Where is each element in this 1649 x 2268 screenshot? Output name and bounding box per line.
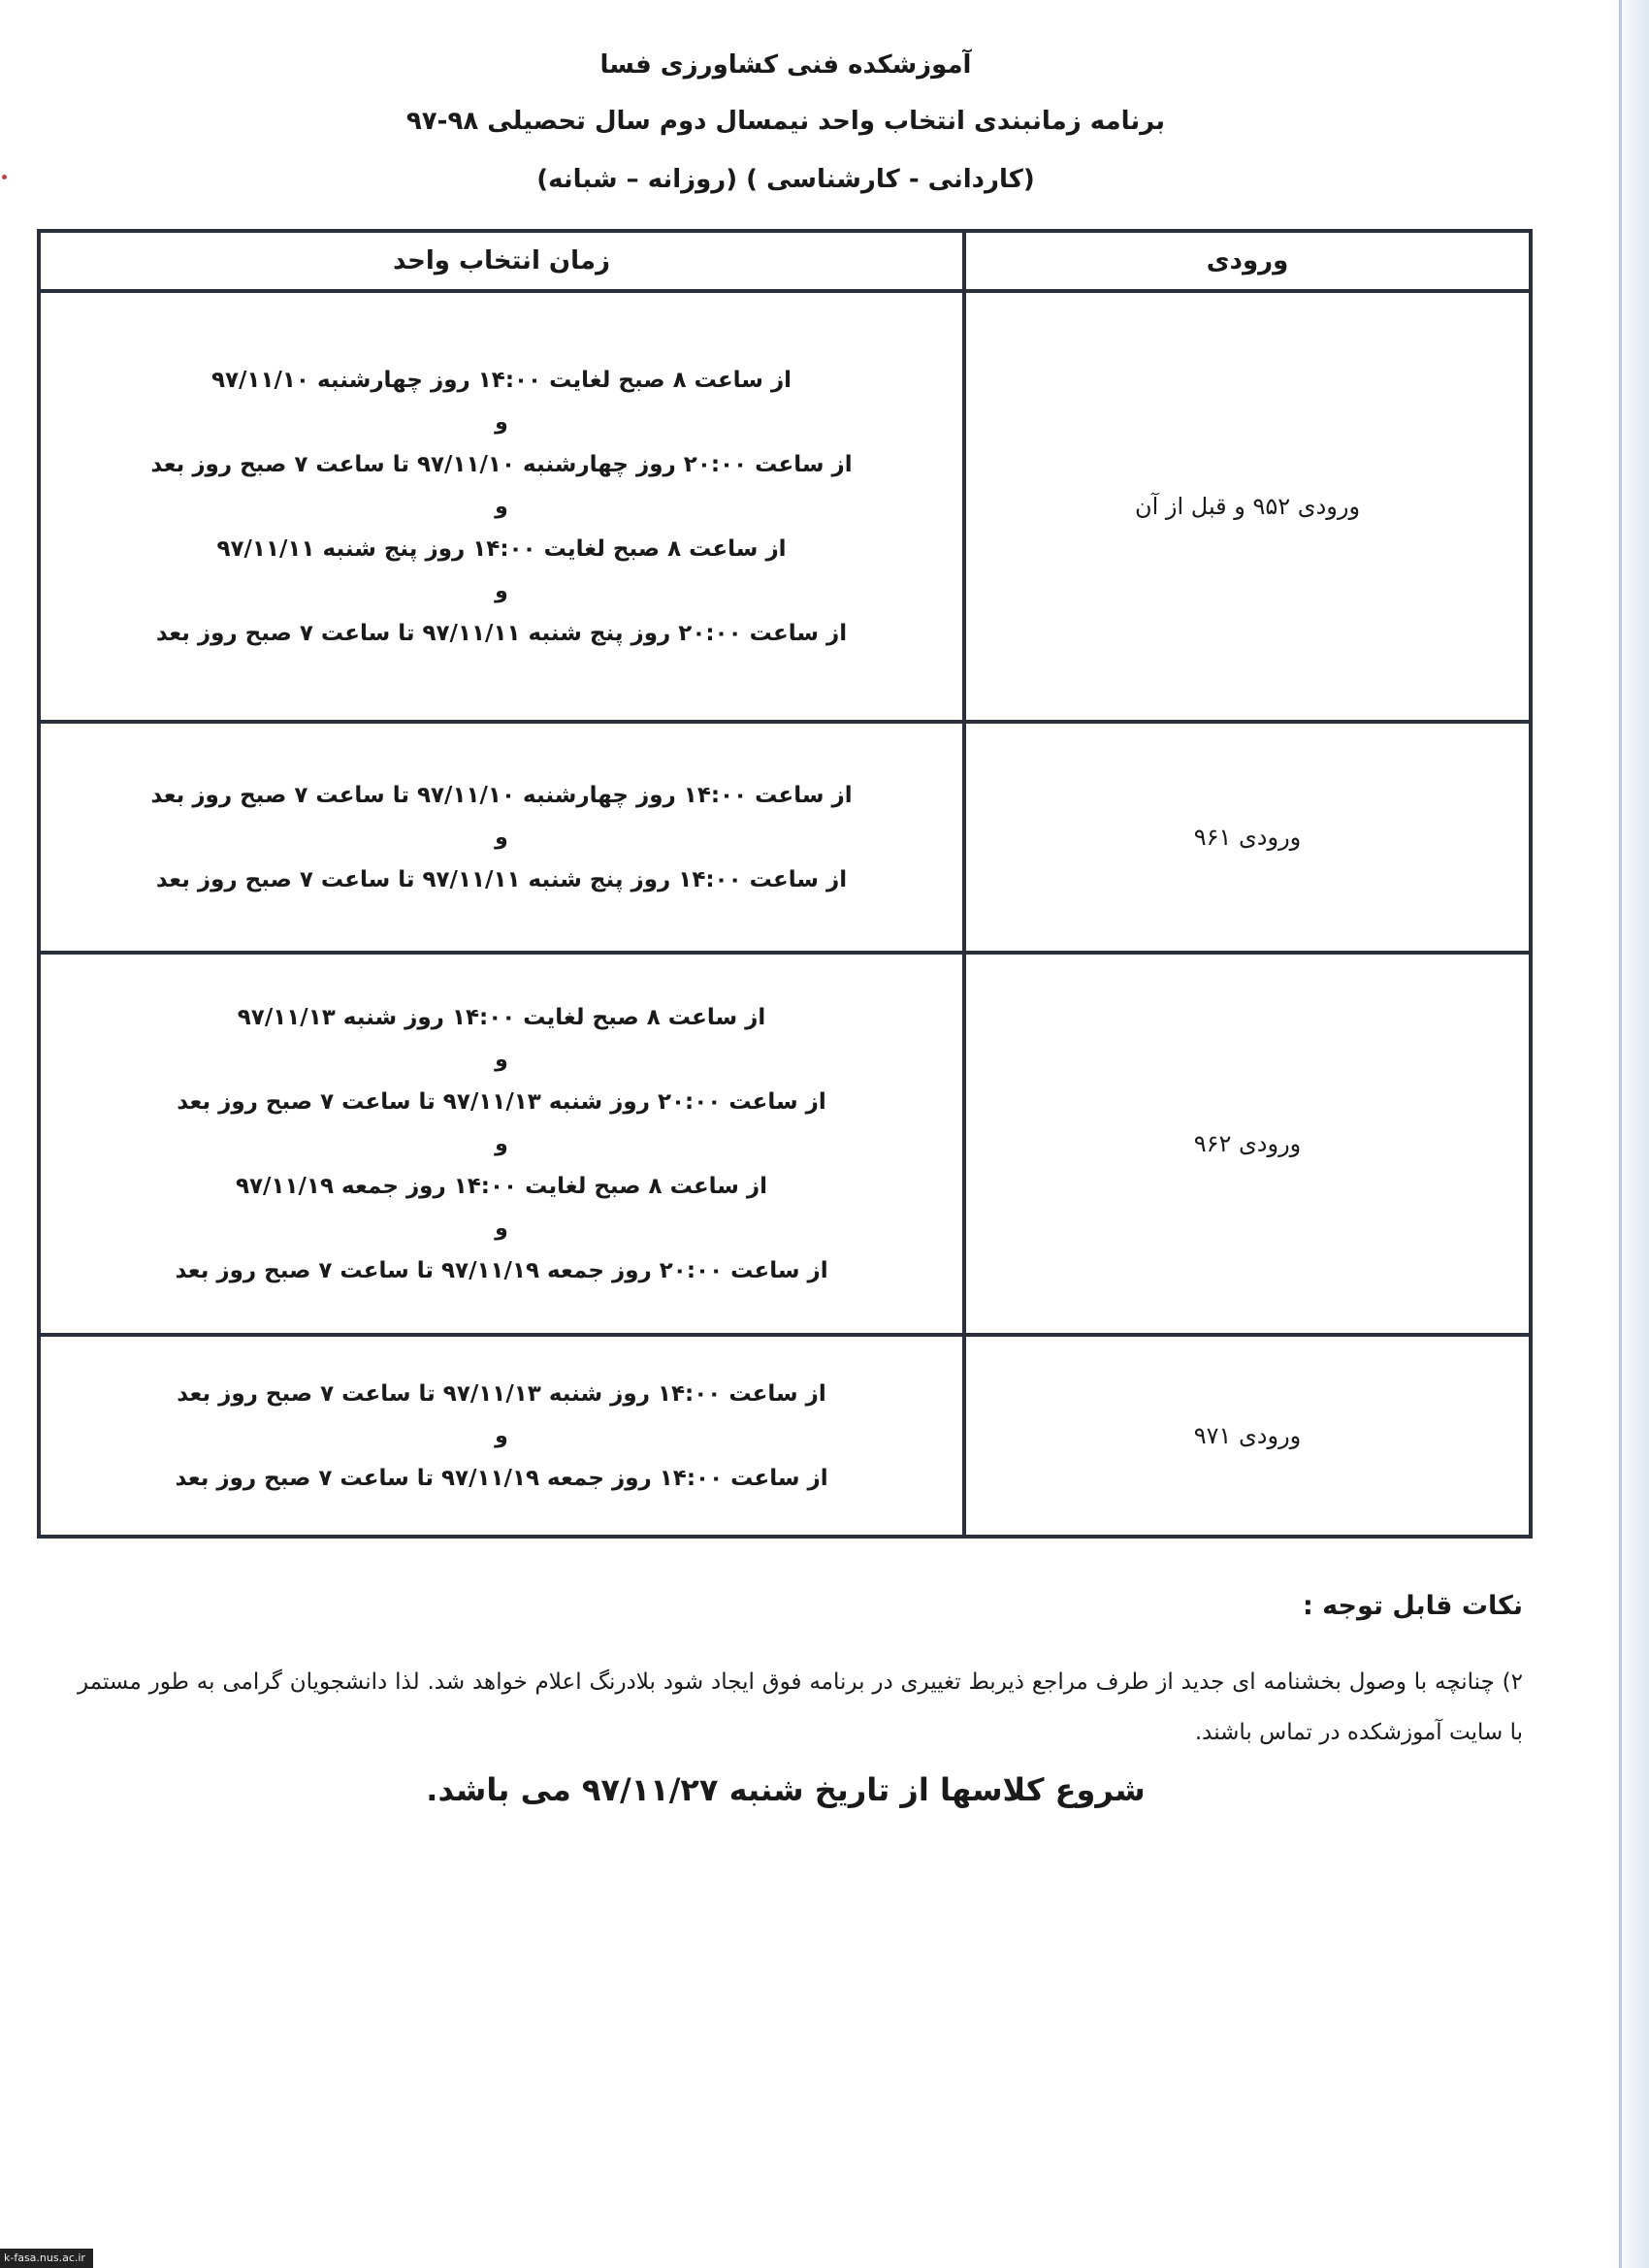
and-connector: و <box>495 1047 508 1072</box>
entry-cell: ورودی ۹۵۲ و قبل از آن <box>964 291 1531 722</box>
time-cell <box>39 291 964 722</box>
header-time: زمان انتخاب واحد <box>39 231 964 291</box>
time-cell <box>39 953 964 1335</box>
time-slot: از ساعت ۱۴:۰۰ روز جمعه ۹۷/۱۱/۱۹ تا ساعت ۷ صبح روز بعد <box>175 1465 828 1491</box>
time-slot: از ساعت ۲۰:۰۰ روز شنبه ۹۷/۱۱/۱۳ تا ساعت ۷ صبح روز بعد <box>177 1088 826 1115</box>
entry-cell: ورودی ۹۶۲ <box>964 953 1531 1335</box>
document-title: برنامه زمانبندی انتخاب واحد نیمسال دوم سال تحصیلی ۹۸-۹۷ <box>405 107 1166 136</box>
table-row <box>39 953 1531 1335</box>
time-slot: از ساعت ۲۰:۰۰ روز پنج شنبه ۹۷/۱۱/۱۱ تا ساعت ۷ صبح روز بعد <box>155 620 848 646</box>
table-header-row <box>39 231 1531 291</box>
time-slot: از ساعت ۸ صبح لغایت ۱۴:۰۰ روز شنبه ۹۷/۱۱/۱۳ <box>237 1004 766 1030</box>
header-entry: ورودی <box>964 231 1531 291</box>
document-subtitle: (کاردانی - کارشناسی ) (روزانه – شبانه) <box>536 165 1035 194</box>
time-slot: از ساعت ۸ صبح لغایت ۱۴:۰۰ روز چهارشنبه ۹۷/۱۱/۱۰ <box>210 367 792 393</box>
entry-cell: ورودی ۹۷۱ <box>964 1335 1531 1537</box>
time-slot: از ساعت ۲۰:۰۰ روز چهارشنبه ۹۷/۱۱/۱۰ تا ساعت ۷ صبح روز بعد <box>150 451 853 477</box>
table-row <box>39 1335 1531 1537</box>
table-row <box>39 722 1531 953</box>
schedule-table <box>37 229 1533 1539</box>
and-connector: و <box>495 1215 508 1241</box>
scan-edge-line <box>1619 0 1622 2268</box>
and-connector: و <box>495 578 508 603</box>
time-cell <box>39 1335 964 1537</box>
time-slot: از ساعت ۸ صبح لغایت ۱۴:۰۰ روز پنج شنبه ۹۷/۱۱/۱۱ <box>216 535 787 562</box>
institution-name: آموزشکده فنی کشاورزی فسا <box>599 50 972 80</box>
and-connector: و <box>495 494 508 519</box>
time-slot: از ساعت ۱۴:۰۰ روز شنبه ۹۷/۱۱/۱۳ تا ساعت ۷ صبح روز بعد <box>177 1380 826 1407</box>
and-connector: و <box>495 825 508 850</box>
classes-start-notice: شروع کلاسها از تاریخ شنبه ۹۷/۱۱/۲۷ می باشد. <box>426 1771 1146 1808</box>
and-connector: و <box>495 409 508 435</box>
table-row <box>39 291 1531 722</box>
site-watermark: k-fasa.nus.ac.ir <box>0 2249 93 2268</box>
and-connector: و <box>495 1423 508 1448</box>
time-slot: از ساعت ۱۴:۰۰ روز پنج شنبه ۹۷/۱۱/۱۱ تا ساعت ۷ صبح روز بعد <box>155 866 848 892</box>
entry-cell: ورودی ۹۶۱ <box>964 722 1531 953</box>
time-slot: از ساعت ۸ صبح لغایت ۱۴:۰۰ روز جمعه ۹۷/۱۱/۱۹ <box>235 1173 768 1199</box>
and-connector: و <box>495 1131 508 1156</box>
time-slot: از ساعت ۱۴:۰۰ روز چهارشنبه ۹۷/۱۱/۱۰ تا ساعت ۷ صبح روز بعد <box>150 782 853 808</box>
time-cell <box>39 722 964 953</box>
scan-edge <box>1610 0 1649 2268</box>
time-slot: از ساعت ۲۰:۰۰ روز جمعه ۹۷/۱۱/۱۹ تا ساعت ۷ صبح روز بعد <box>175 1257 828 1283</box>
notes-heading: نکات قابل توجه : <box>1302 1591 1523 1621</box>
note-paragraph: ۲) چنانچه با وصول بخشنامه ای جدید از طرف مراجع ذیربط تغییری در برنامه فوق ایجاد شود بلادرنگ اعلام خواهد شد. لذا دانشجویان گرامی به طور مستمر با سایت آموزشکده در تماس باشند. <box>78 1669 1523 1745</box>
